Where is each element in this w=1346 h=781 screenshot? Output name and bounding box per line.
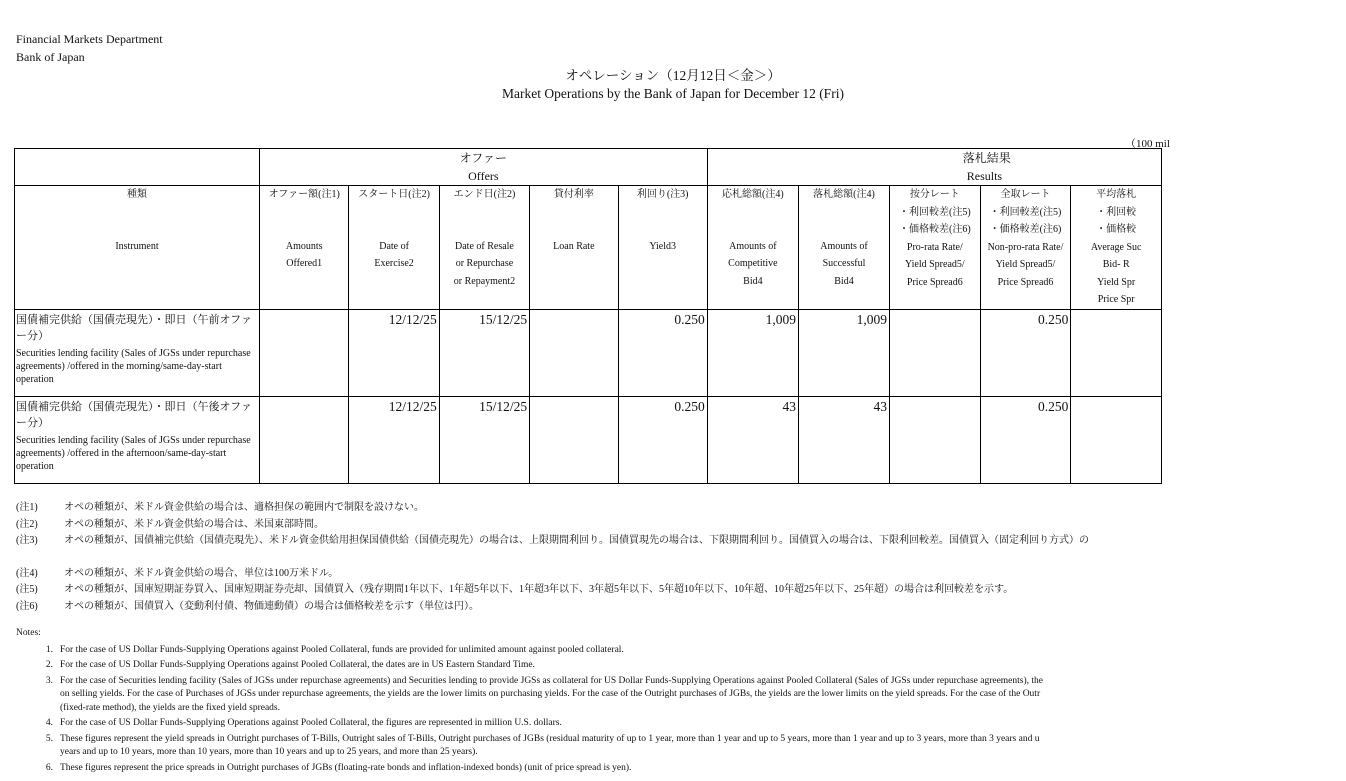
results-jp: 落札結果 xyxy=(962,151,1011,165)
column-header-row xyxy=(15,186,1162,310)
note-en-item xyxy=(16,762,1043,776)
end-date-cell: 15/12/25 xyxy=(439,310,529,397)
header-group-row xyxy=(15,149,1162,186)
column-header-jp: 貸付利率 xyxy=(553,189,594,200)
note-en-item xyxy=(16,733,1043,760)
successful-bid-cell: 1,009 xyxy=(799,310,890,397)
prorata-cell xyxy=(889,397,980,484)
column-header-jp: 按分レート xyxy=(909,189,960,200)
department-name: Financial Markets Department xyxy=(16,32,163,46)
column-header-jp: ・利回較差(注5) xyxy=(989,206,1062,218)
start-date-cell: 12/12/25 xyxy=(349,397,439,484)
note-en-text: For the case of Securities lending facility (Sales of JGSs under repurchase agreements) and Securities lending to provide JGSs as collateral for US Dollar Funds-Supplying Operations against Pooled Collateral (Sales of JGSs under repurchase agreements), the on selling yields. For the case of Purchases of JGSs under repurchase agreements, the yields are the lower limits on purchasing yields. For the case of the Outright purchases of JGBs, the yields are the lower limits on the yield spreads. For the case of the Outr (fixed-rate method), the yields are the fixed yield spreads. xyxy=(60,675,1044,713)
unit-label: （100 mil xyxy=(1125,138,1170,150)
column-header-en: Yield3 xyxy=(649,240,676,252)
note-jp-item xyxy=(16,582,1089,599)
header-blank-cell xyxy=(15,149,260,186)
column-header-en: Date of Resale xyxy=(455,240,514,252)
column-header-en: Yield Spread5/ xyxy=(995,259,1056,270)
note-en-text: These figures represent the price spreads in Outright purchases of JGBs (floating-rate bonds and inflation-indexed bonds) (unit of price spread is yen). xyxy=(60,762,632,773)
column-header-jp: ・利回較 xyxy=(1096,206,1137,218)
offers-jp: オファー xyxy=(459,151,508,165)
column-header-en: Successful xyxy=(822,258,866,269)
note-en-item xyxy=(16,717,1043,731)
column-header-en: Yield Spread5/ xyxy=(904,259,965,270)
instrument-cell xyxy=(15,397,260,484)
bank-name: Bank of Japan xyxy=(16,50,85,64)
column-header xyxy=(618,186,707,310)
title-japanese: オペレーション（12月12日＜金＞） xyxy=(565,68,781,83)
instrument-jp: 国債補完供給（国債売現先）・即日（午前オファー分） xyxy=(16,314,252,342)
note-jp-text: オペの種類が、米ドル資金供給の場合は、適格担保の範囲内で制限を設けない。 xyxy=(64,502,424,513)
results-en: Results xyxy=(966,169,1003,183)
column-header-en: Average Suc xyxy=(1090,241,1142,253)
loan-rate-cell xyxy=(530,310,618,397)
column-header-jp: ・価格較差(注6) xyxy=(898,224,971,235)
notes-heading: Notes: xyxy=(16,628,41,638)
column-header-jp: ・利回較差(注5) xyxy=(898,206,971,218)
table-row xyxy=(15,397,1162,484)
note-en-item xyxy=(16,644,1043,658)
amount-offered-cell xyxy=(259,310,348,397)
competitive-bid-cell: 43 xyxy=(707,397,798,484)
column-header-en: Price Spr xyxy=(1097,294,1135,305)
offers-group-header xyxy=(259,149,707,186)
note-jp-key: (注1) xyxy=(16,502,38,513)
column-header xyxy=(530,186,618,310)
note-jp-item xyxy=(16,500,1089,517)
notes-english xyxy=(16,627,1043,777)
instrument-en: Securities lending facility (Sales of JGSs under repurchase agreements) /offered in the morning/same-day-start operation xyxy=(16,348,251,385)
column-header-jp: スタート日(注2) xyxy=(358,189,430,200)
nonprorata-cell: 0.250 xyxy=(980,397,1071,484)
note-en-number: 4. xyxy=(45,718,53,728)
column-header-en: Amounts of xyxy=(729,240,777,252)
yield-cell: 0.250 xyxy=(618,397,707,484)
note-en-text: For the case of US Dollar Funds-Supplying Operations against Pooled Collateral, the figures are represented in million U.S. dollars. xyxy=(60,718,562,728)
note-en-number: 6. xyxy=(45,762,53,773)
note-jp-text: オペの種類が、米ドル資金供給の場合は、米国東部時間。 xyxy=(64,518,324,530)
column-header-en: Price Spread6 xyxy=(906,276,963,288)
results-group-header xyxy=(707,149,1161,186)
column-header xyxy=(439,186,529,310)
column-header-en: Bid- R xyxy=(1102,259,1130,270)
start-date-cell: 12/12/25 xyxy=(349,310,439,397)
note-en-item xyxy=(16,659,1043,673)
note-en-number: 1. xyxy=(45,644,53,655)
column-header-jp: 利回り(注3) xyxy=(636,189,689,200)
note-en-text: These figures represent the yield spreads in Outright purchases of T-Bills, Outright sales of T-Bills, Outright purchases of JGBs (residual maturity of up to 1 year, more than 1 year and up to 5 years, more than 1 year and up to 3 years, more than 3 years and u years and up to 10 years, more than 10 years, more than 10 years and up to 25 years, and more than 25 years). xyxy=(60,733,1040,757)
note-jp-text: オペの種類が、国債補完供給（国債売現先）、米ドル資金供給用担保国債供給（国債売現先）の場合は、上限期間利回り。国債買現先の場合は、下限期間利回り。国債買入の場合は、下限利回較差。国債買入（固定利回り方式）の xyxy=(64,535,1089,546)
note-jp-key: (注6) xyxy=(16,600,38,612)
instrument-en: Securities lending facility (Sales of JGSs under repurchase agreements) /offered in the afternoon/same-day-start operation xyxy=(16,435,251,472)
note-en-text: For the case of US Dollar Funds-Supplying Operations against Pooled Collateral, funds are provided for unlimited amount against pooled collateral. xyxy=(60,644,624,655)
column-header-jp: オファー額(注1) xyxy=(268,189,340,200)
note-jp-item xyxy=(16,533,1089,550)
note-jp-text: オペの種類が、国債買入（変動利付債、物価連動債）の場合は価格較差を示す（単位は円）。 xyxy=(64,600,479,612)
instrument-cell xyxy=(15,310,260,397)
title-english: Market Operations by the Bank of Japan for December 12 (Fri) xyxy=(502,86,844,101)
note-jp-key: (注2) xyxy=(16,518,38,530)
column-header xyxy=(799,186,890,310)
column-header-jp: エンド日(注2) xyxy=(453,189,516,200)
column-header-en: or Repurchase xyxy=(455,258,514,269)
column-header-en: Loan Rate xyxy=(553,240,595,252)
column-header-en: Bid4 xyxy=(834,275,854,287)
note-en-number: 2. xyxy=(45,660,53,670)
end-date-cell: 15/12/25 xyxy=(439,397,529,484)
column-header xyxy=(707,186,798,310)
amount-offered-cell xyxy=(259,397,348,484)
operations-table xyxy=(14,148,1162,484)
average-cell xyxy=(1071,310,1162,397)
table-row xyxy=(15,310,1162,397)
nonprorata-cell: 0.250 xyxy=(980,310,1071,397)
note-jp-key: (注5) xyxy=(16,584,38,595)
note-jp-text: オペの種類が、国庫短期証券買入、国庫短期証券売却、国債買入（残存期間1年以下、1年超5年以下、1年超3年以下、3年超5年以下、5年超10年以下、10年超、10年超25年以下、25年超）の場合は利回較差を示す。 xyxy=(64,584,1014,595)
column-header-en: Non-pro-rata Rate/ xyxy=(987,241,1064,253)
note-jp-item xyxy=(16,599,1089,616)
yield-cell: 0.250 xyxy=(618,310,707,397)
column-header-en: Price Spread6 xyxy=(997,276,1054,288)
note-jp-item xyxy=(16,566,1089,583)
note-jp-text: オペの種類が、米ドル資金供給の場合、単位は100万米ドル。 xyxy=(64,567,339,579)
column-header-en: Instrument xyxy=(115,240,159,252)
average-cell xyxy=(1071,397,1162,484)
column-header-jp: 平均落札 xyxy=(1096,189,1137,200)
column-header-jp: 落札総額(注4) xyxy=(813,189,875,200)
note-en-number: 3. xyxy=(45,675,53,686)
note-en-item xyxy=(16,675,1043,716)
column-header-jp: ・価格較 xyxy=(1096,224,1137,235)
column-header-en: Pro-rata Rate/ xyxy=(906,241,963,253)
prorata-cell xyxy=(889,310,980,397)
note-en-text: For the case of US Dollar Funds-Supplying Operations against Pooled Collateral, the dates are in US Eastern Standard Time. xyxy=(60,660,535,670)
column-header-en: or Repayment2 xyxy=(453,275,516,287)
column-header xyxy=(1071,186,1162,310)
loan-rate-cell xyxy=(530,397,618,484)
column-header-jp: 応札総額(注4) xyxy=(722,189,784,200)
column-header-jp: 全取レート xyxy=(1000,189,1051,200)
instrument-jp: 国債補完供給（国債売現先）・即日（午後オファー分） xyxy=(16,401,252,429)
column-header-en: Bid4 xyxy=(743,275,763,287)
offers-en: Offers xyxy=(468,169,499,183)
note-en-number: 5. xyxy=(45,733,53,744)
competitive-bid-cell: 1,009 xyxy=(707,310,798,397)
column-header-jp: ・価格較差(注6) xyxy=(989,224,1062,235)
column-header xyxy=(889,186,980,310)
column-header xyxy=(259,186,348,310)
department-block xyxy=(16,30,163,66)
column-header-en: Amounts xyxy=(285,240,323,252)
column-header-en: Offered1 xyxy=(286,258,323,269)
column-header-jp: 種類 xyxy=(126,189,147,200)
column-header-en: Exercise2 xyxy=(374,258,414,269)
column-header-en: Yield Spr xyxy=(1097,276,1136,288)
note-jp-key: (注3) xyxy=(16,535,38,546)
notes-japanese xyxy=(16,500,1089,615)
note-jp-item xyxy=(16,517,1089,534)
column-header xyxy=(980,186,1071,310)
column-header-en: Date of xyxy=(379,240,409,252)
successful-bid-cell: 43 xyxy=(799,397,890,484)
column-header xyxy=(15,186,260,310)
column-header xyxy=(349,186,439,310)
column-header-en: Competitive xyxy=(728,258,778,269)
column-header-en: Amounts of xyxy=(820,240,868,252)
note-jp-key: (注4) xyxy=(16,567,38,579)
